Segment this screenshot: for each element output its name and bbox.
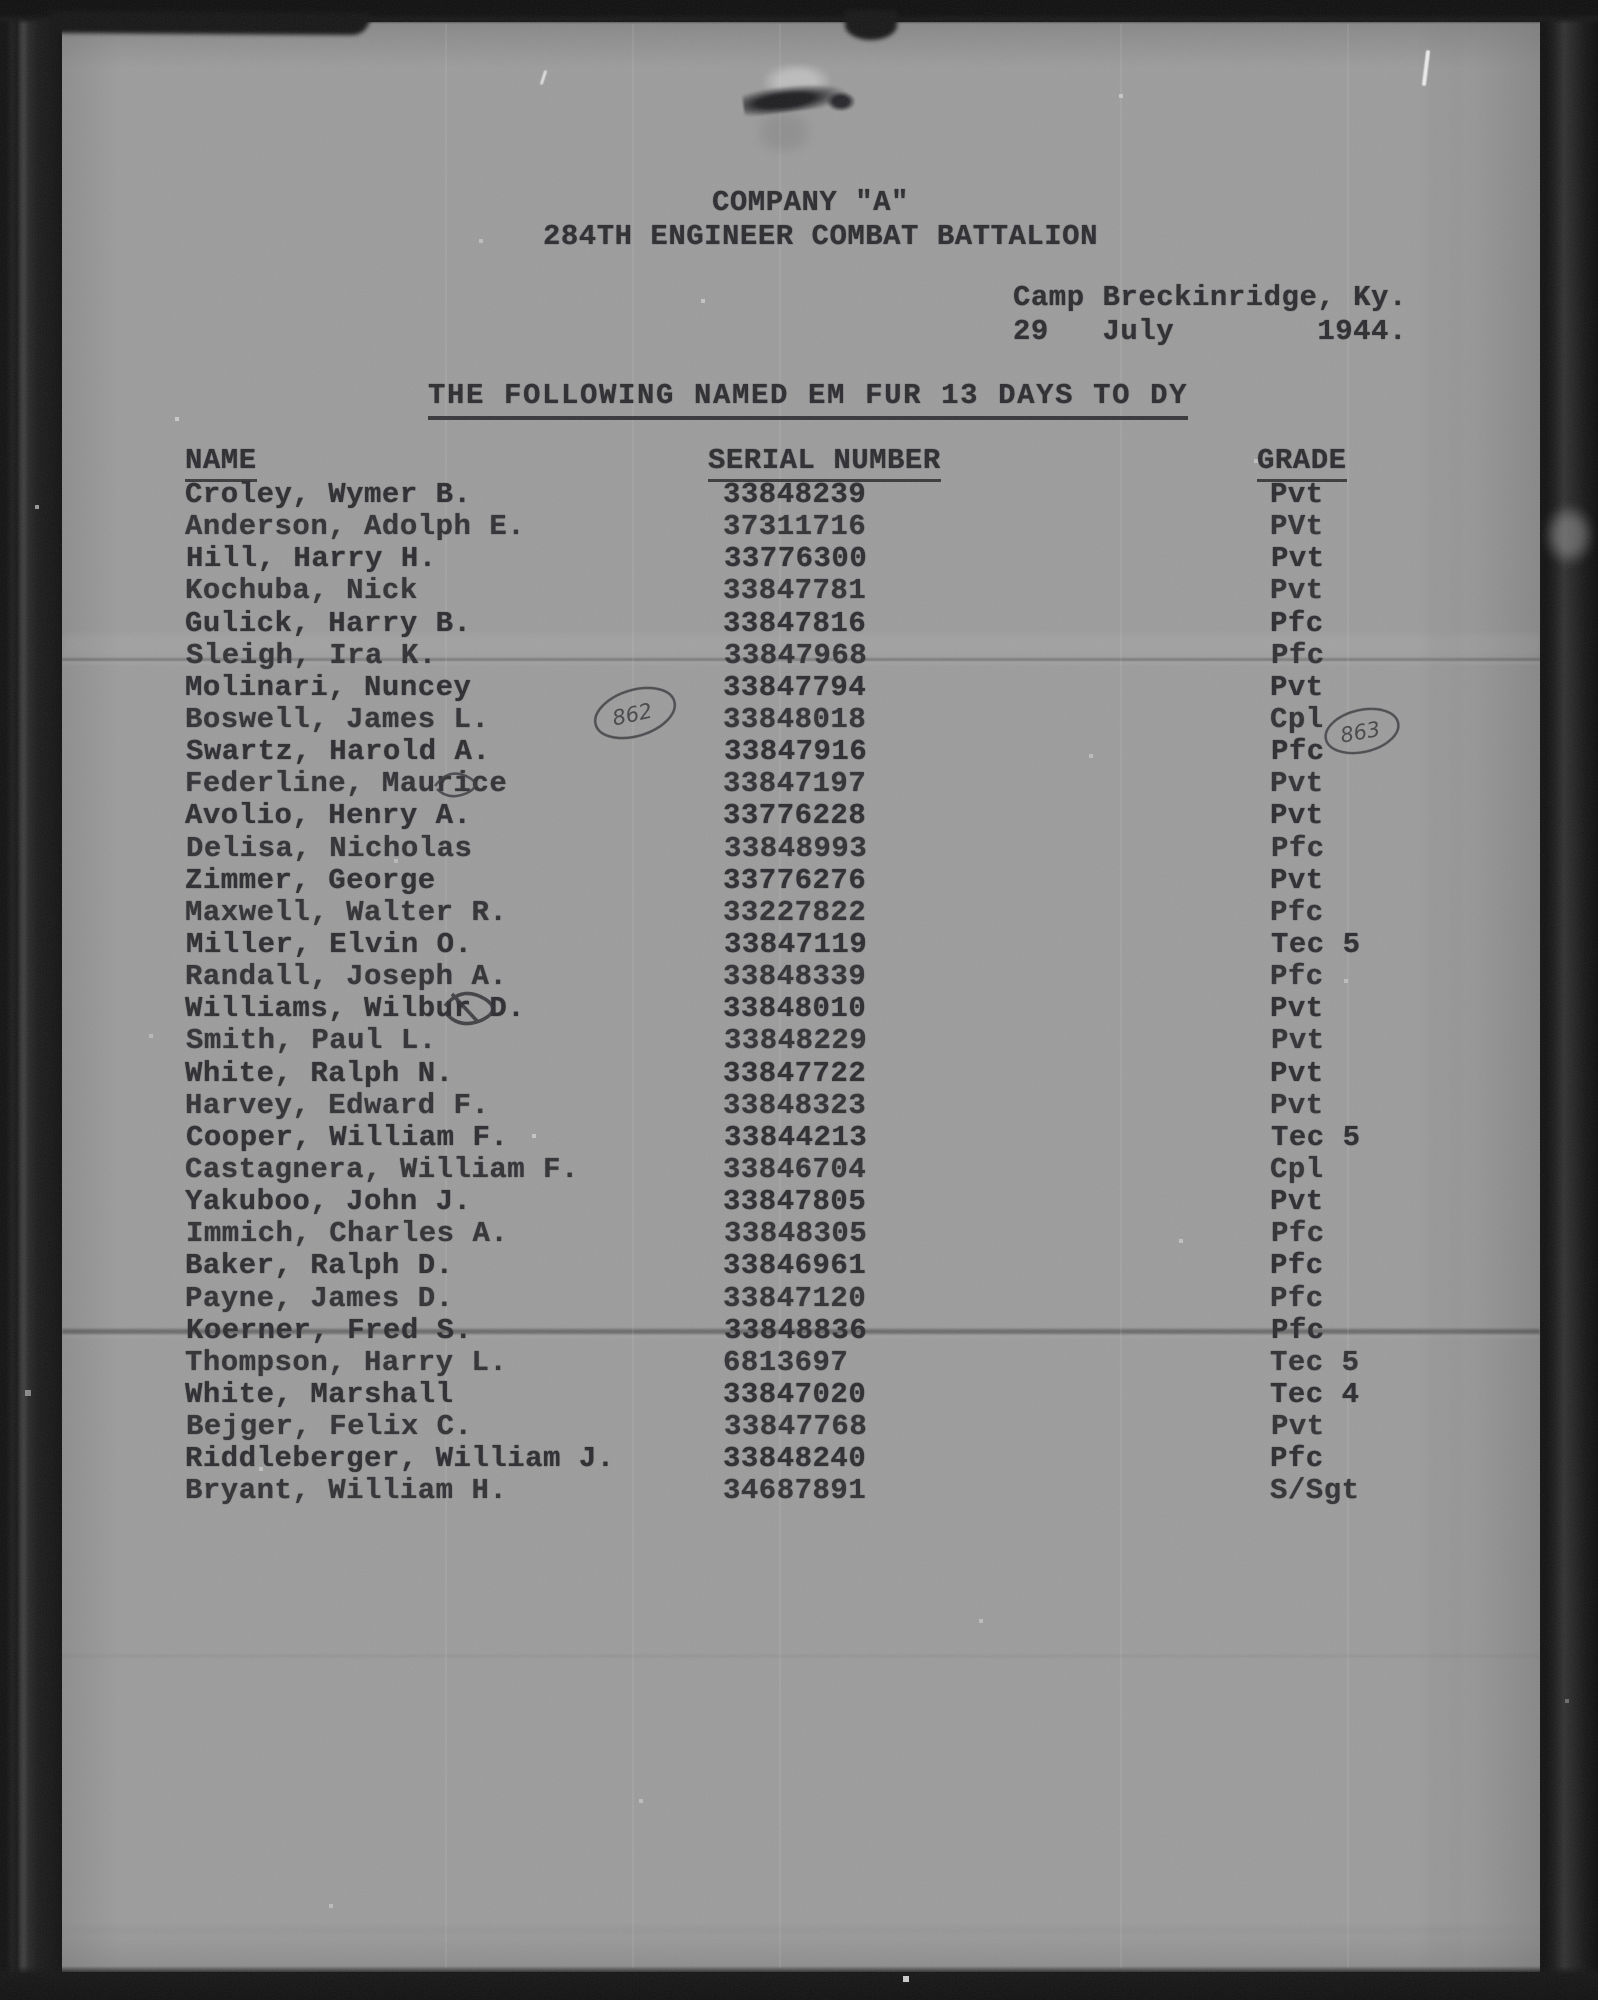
grade: S/Sgt — [1270, 1474, 1360, 1508]
roster-row — [1, 1410, 1598, 1442]
grade: Tec 4 — [1270, 1377, 1360, 1411]
soldier-name: Miller, Elvin O. — [186, 927, 473, 961]
roster-row — [0, 992, 1598, 1024]
soldier-name: Maxwell, Walter R. — [185, 895, 508, 929]
serial-number: 33847781 — [723, 574, 867, 608]
grade: Pvt — [1270, 574, 1324, 608]
roster-row — [0, 896, 1598, 928]
roster-row — [1, 832, 1598, 864]
grade: Pvt — [1271, 1024, 1325, 1058]
grade: Tec 5 — [1271, 927, 1361, 961]
roster-row — [0, 510, 1598, 542]
serial-number: 33847197 — [723, 767, 867, 801]
serial-number: 6813697 — [723, 1345, 849, 1379]
grade: Pvt — [1271, 542, 1325, 576]
roster-row — [1, 542, 1598, 574]
grade: Pfc — [1270, 895, 1324, 929]
soldier-name: Gulick, Harry B. — [185, 606, 472, 640]
battalion-heading: 284TH ENGINEER COMBAT BATTALION — [543, 220, 1098, 253]
serial-number: 33847020 — [723, 1377, 867, 1411]
serial-number: 33776228 — [723, 799, 867, 833]
grade: Pfc — [1270, 1249, 1324, 1283]
grade: Pvt — [1270, 1185, 1324, 1219]
annotation-text-862: 862 — [610, 698, 655, 731]
soldier-name: Kochuba, Nick — [185, 574, 418, 608]
roster-row — [0, 1474, 1598, 1506]
soldier-name: Molinari, Nuncey — [185, 670, 472, 704]
roster-row — [1, 1121, 1598, 1153]
roster-row — [1, 735, 1598, 767]
roster-row — [0, 1282, 1598, 1314]
annotation-text-863: 863 — [1338, 717, 1383, 748]
serial-number: 33848229 — [724, 1024, 868, 1058]
roster-row — [0, 1185, 1598, 1217]
roster-row — [0, 1249, 1598, 1281]
serial-number: 33848018 — [723, 702, 867, 736]
grade: Pfc — [1270, 1281, 1324, 1315]
subject-line: THE FOLLOWING NAMED EM FUR 13 DAYS TO DY — [428, 379, 1188, 420]
company-heading: COMPANY "A" — [712, 186, 909, 219]
soldier-name: Croley, Wymer B. — [185, 478, 472, 511]
soldier-name: Boswell, James L. — [185, 702, 490, 736]
soldier-name: Zimmer, George — [185, 863, 436, 897]
serial-number: 33848836 — [724, 1313, 868, 1347]
column-header-grade: GRADE — [1257, 444, 1347, 482]
soldier-name: Harvey, Edward F. — [185, 1088, 490, 1122]
roster-row — [0, 1089, 1598, 1121]
serial-number: 33846704 — [723, 1152, 867, 1186]
serial-number: 33227822 — [723, 895, 867, 929]
soldier-name: Avolio, Henry A. — [185, 799, 472, 833]
soldier-name: Castagnera, William F. — [185, 1152, 579, 1186]
location-line: Camp Breckinridge, Ky. — [1013, 281, 1407, 314]
serial-number: 33847794 — [723, 670, 867, 704]
column-header-name: NAME — [185, 444, 257, 482]
soldier-name: Riddleberger, William J. — [185, 1442, 615, 1476]
roster-row — [0, 574, 1598, 606]
grade: Pvt — [1270, 799, 1324, 833]
grade: Pfc — [1271, 1313, 1325, 1347]
soldier-name: Bejger, Felix C. — [186, 1410, 473, 1444]
soldier-name: Sleigh, Ira K. — [186, 638, 437, 672]
grade: Pvt — [1270, 767, 1324, 801]
grade: Pvt — [1270, 670, 1324, 704]
serial-number: 33847805 — [723, 1185, 867, 1219]
soldier-name: Koerner, Fred S. — [186, 1313, 473, 1347]
roster-row — [0, 1346, 1598, 1378]
roster-row — [0, 767, 1598, 799]
soldier-name: Baker, Ralph D. — [185, 1249, 454, 1283]
soldier-name: Federline, Maurice — [185, 767, 508, 801]
soldier-name: Randall, Joseph A. — [185, 960, 508, 994]
serial-number: 33846961 — [723, 1249, 867, 1283]
serial-number: 33847722 — [723, 1056, 867, 1090]
soldier-name: White, Marshall — [185, 1377, 454, 1411]
grade: Cpl — [1270, 702, 1324, 736]
roster-row — [0, 1378, 1598, 1410]
grade: Pfc — [1271, 735, 1325, 769]
serial-number: 33844213 — [724, 1120, 868, 1154]
soldier-name: White, Ralph N. — [185, 1056, 454, 1090]
roster-row — [0, 607, 1598, 639]
serial-number: 37311716 — [723, 510, 867, 544]
serial-number: 34687891 — [723, 1474, 867, 1508]
column-header-serial: SERIAL NUMBER — [708, 444, 941, 482]
grade: Pfc — [1271, 1217, 1325, 1251]
grade: Pvt — [1270, 992, 1324, 1026]
roster-row — [0, 1057, 1598, 1089]
soldier-name: Smith, Paul L. — [186, 1024, 437, 1058]
roster-row — [0, 799, 1598, 831]
grade: Tec 5 — [1271, 1120, 1361, 1154]
serial-number: 33848305 — [724, 1217, 868, 1251]
serial-number: 33776276 — [723, 863, 867, 897]
serial-number: 33847768 — [724, 1410, 868, 1444]
soldier-name: Williams, Wilbur D. — [185, 992, 526, 1026]
soldier-name: Anderson, Adolph E. — [185, 510, 526, 544]
grade: PVt — [1270, 510, 1324, 544]
soldier-name: Cooper, William F. — [186, 1120, 509, 1154]
grade: Pvt — [1271, 1410, 1325, 1444]
soldier-name: Hill, Harry H. — [186, 542, 437, 576]
roster-row — [1, 928, 1598, 960]
roster-row — [1, 1314, 1598, 1346]
serial-number: 33847120 — [723, 1281, 867, 1315]
grade: Pvt — [1270, 863, 1324, 897]
serial-number: 33847816 — [723, 606, 867, 640]
grade: Pfc — [1271, 831, 1325, 865]
roster-row — [0, 1442, 1598, 1474]
serial-number: 33847916 — [724, 735, 868, 769]
roster-row — [1, 639, 1598, 671]
roster-row — [1, 1217, 1598, 1249]
serial-number: 33776300 — [724, 542, 868, 576]
serial-number: 33847119 — [724, 927, 868, 961]
grade: Pfc — [1271, 638, 1325, 672]
serial-number: 33848993 — [724, 831, 868, 865]
soldier-name: Bryant, William H. — [185, 1474, 508, 1508]
grade: Pfc — [1270, 960, 1324, 994]
grade: Pvt — [1270, 1056, 1324, 1090]
serial-number: 33847968 — [724, 638, 868, 672]
date-line: 29 July 1944. — [1013, 315, 1407, 348]
soldier-name: Immich, Charles A. — [186, 1217, 509, 1251]
roster-row — [1, 1024, 1598, 1056]
soldier-name: Payne, James D. — [185, 1281, 454, 1315]
roster-row — [0, 671, 1598, 703]
soldier-name: Delisa, Nicholas — [186, 831, 473, 865]
serial-number: 33848240 — [723, 1442, 867, 1476]
grade: Pfc — [1270, 606, 1324, 640]
grade: Pvt — [1270, 1088, 1324, 1122]
serial-number: 33848239 — [723, 478, 867, 511]
roster-row — [0, 1153, 1598, 1185]
grade: Pvt — [1270, 478, 1324, 511]
soldier-name: Yakuboo, John J. — [185, 1185, 472, 1219]
roster-row — [0, 960, 1598, 992]
grade: Tec 5 — [1270, 1345, 1360, 1379]
serial-number: 33848010 — [723, 992, 867, 1026]
roster-row — [0, 478, 1598, 510]
grade: Cpl — [1270, 1152, 1324, 1186]
soldier-name: Thompson, Harry L. — [185, 1345, 508, 1379]
grade: Pfc — [1270, 1442, 1324, 1476]
serial-number: 33848339 — [723, 960, 867, 994]
serial-number: 33848323 — [723, 1088, 867, 1122]
roster-table — [0, 478, 1598, 1507]
roster-row — [0, 864, 1598, 896]
soldier-name: Swartz, Harold A. — [186, 735, 491, 769]
roster-row — [0, 703, 1598, 735]
